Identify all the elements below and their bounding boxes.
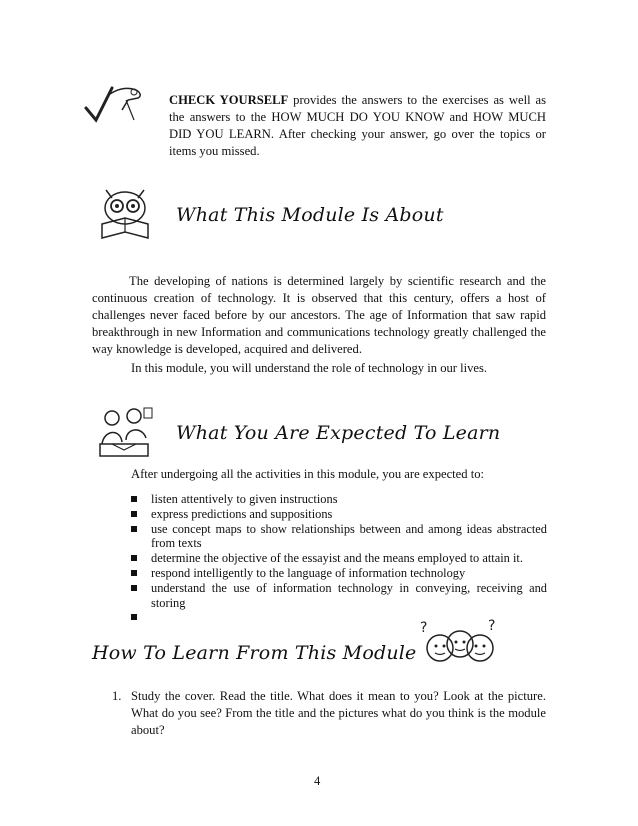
about-paragraph-2: In this module, you will understand the role of technology in our lives.	[131, 361, 488, 375]
thinking-faces-icon	[418, 616, 502, 674]
checkmark-hand-icon	[82, 80, 148, 130]
bullet-icon	[131, 555, 137, 561]
list-item: express predictions and suppositions	[129, 507, 547, 522]
step-number: 1.	[112, 689, 122, 703]
objectives-list	[129, 492, 547, 624]
section-heading-expected: What You Are Expected To Learn	[176, 422, 501, 444]
bullet-icon	[131, 511, 137, 517]
svg-text:?: ?	[420, 620, 428, 636]
list-item: use concept maps to show relationships between and among ideas abstracted from texts	[129, 522, 547, 552]
owl-reading-icon	[92, 182, 158, 242]
list-item: understand the use of information technology in conveying, receiving and storing	[129, 581, 547, 611]
step-1	[112, 688, 546, 739]
list-item: respond intelligently to the language of information technology	[129, 566, 547, 581]
bullet-icon	[131, 526, 137, 532]
list-item: listen attentively to given instructions	[129, 492, 547, 507]
list-item: determine the objective of the essayist and the means employed to attain it.	[129, 551, 547, 566]
children-studying-icon	[92, 404, 156, 460]
bullet-icon	[131, 496, 137, 502]
bullet-icon	[131, 614, 137, 620]
bullet-icon	[131, 570, 137, 576]
svg-text:?: ?	[488, 618, 496, 634]
step-text: Study the cover. Read the title. What does it mean to you? Look at the picture. What do you see? From the title and the pictures what do you think is the module about?	[131, 689, 546, 737]
about-paragraph-1: The developing of nations is determined largely by scientific research and the continuous creation of technology. It is observed that this century, offers a host of challenges never faced before by our ancestors. The age of Information that saw rapid breakthrough in new Information and communications technology greatly challenged the way knowledge is developed, acquired and delivered.	[92, 274, 546, 356]
section-heading-about: What This Module Is About	[176, 204, 444, 226]
check-yourself-lead: CHECK YOURSELF	[169, 93, 289, 107]
expected-intro: After undergoing all the activities in this module, you are expected to:	[131, 467, 484, 481]
check-yourself-body: provides the answers to the exercises as well as the answers to the HOW MUCH DO YOU KNOW and HOW MUCH DID YOU LEARN. After checking your answer, go over the topics or items you missed.	[169, 93, 546, 158]
page-number: 4	[314, 774, 321, 788]
check-yourself-text	[169, 92, 546, 160]
bullet-icon	[131, 585, 137, 591]
section-heading-how-to: How To Learn From This Module	[92, 642, 417, 664]
